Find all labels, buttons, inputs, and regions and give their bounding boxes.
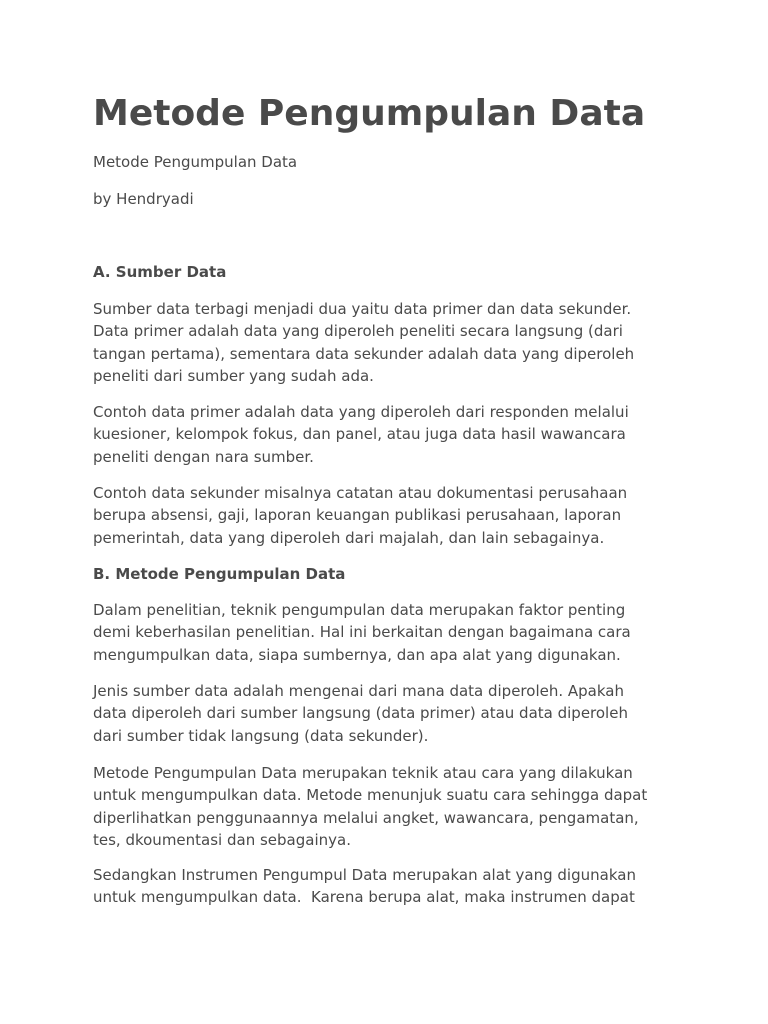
section-b-paragraph-3 xyxy=(93,762,683,851)
section-a-paragraph-2 xyxy=(93,401,683,468)
text-line: demi keberhasilan penelitian. Hal ini berkaitan dengan bagaimana cara xyxy=(93,623,631,642)
text-line: Jenis sumber data adalah mengenai dari mana data diperoleh. Apakah xyxy=(93,682,624,700)
text-line: peneliti dari sumber yang sudah ada. xyxy=(93,366,374,385)
text-line: Contoh data primer adalah data yang diperoleh dari responden melalui xyxy=(93,403,629,421)
document-subtitle: Metode Pengumpulan Data xyxy=(93,153,298,171)
text-line: dari sumber tidak langsung (data sekunder). xyxy=(93,726,429,745)
text-line: diperlihatkan penggunaannya melalui angket, wawancara, pengamatan, xyxy=(93,808,639,827)
text-line: pemerintah, data yang diperoleh dari majalah, dan lain sebagainya. xyxy=(93,528,605,547)
section-b-paragraph-1 xyxy=(93,599,683,666)
section-b-paragraph-4 xyxy=(93,864,683,909)
section-a-paragraph-1 xyxy=(93,298,683,387)
text-line: Metode Pengumpulan Data merupakan teknik atau cara yang dilakukan xyxy=(93,764,633,782)
page-title: Metode Pengumpulan Data xyxy=(93,93,646,134)
section-a-paragraph-3 xyxy=(93,482,683,549)
text-line: Dalam penelitian, teknik pengumpulan data merupakan faktor penting xyxy=(93,601,626,619)
document-author: by Hendryadi xyxy=(93,190,194,208)
text-line: Sumber data terbagi menjadi dua yaitu data primer dan data sekunder. xyxy=(93,300,632,318)
text-line: tes, dkoumentasi dan sebagainya. xyxy=(93,830,351,849)
text-line: Sedangkan Instrumen Pengumpul Data merupakan alat yang digunakan xyxy=(93,866,636,884)
text-line: peneliti dengan nara sumber. xyxy=(93,447,314,466)
text-line: data diperoleh dari sumber langsung (data primer) atau data diperoleh xyxy=(93,704,628,723)
text-line: untuk mengumpulkan data. Karena berupa alat, maka instrumen dapat xyxy=(93,888,635,907)
section-b-heading: B. Metode Pengumpulan Data xyxy=(93,565,346,583)
text-line: Data primer adalah data yang diperoleh peneliti secara langsung (dari xyxy=(93,322,623,341)
text-line: untuk mengumpulkan data. Metode menunjuk suatu cara sehingga dapat xyxy=(93,786,648,805)
text-line: kuesioner, kelompok fokus, dan panel, atau juga data hasil wawancara xyxy=(93,425,626,444)
text-line: mengumpulkan data, siapa sumbernya, dan apa alat yang digunakan. xyxy=(93,645,621,664)
section-b-paragraph-2 xyxy=(93,680,683,747)
section-a-heading: A. Sumber Data xyxy=(93,263,227,281)
text-line: berupa absensi, gaji, laporan keuangan publikasi perusahaan, laporan xyxy=(93,506,622,525)
text-line: tangan pertama), sementara data sekunder adalah data yang diperoleh xyxy=(93,344,635,363)
text-line: Contoh data sekunder misalnya catatan atau dokumentasi perusahaan xyxy=(93,484,628,502)
